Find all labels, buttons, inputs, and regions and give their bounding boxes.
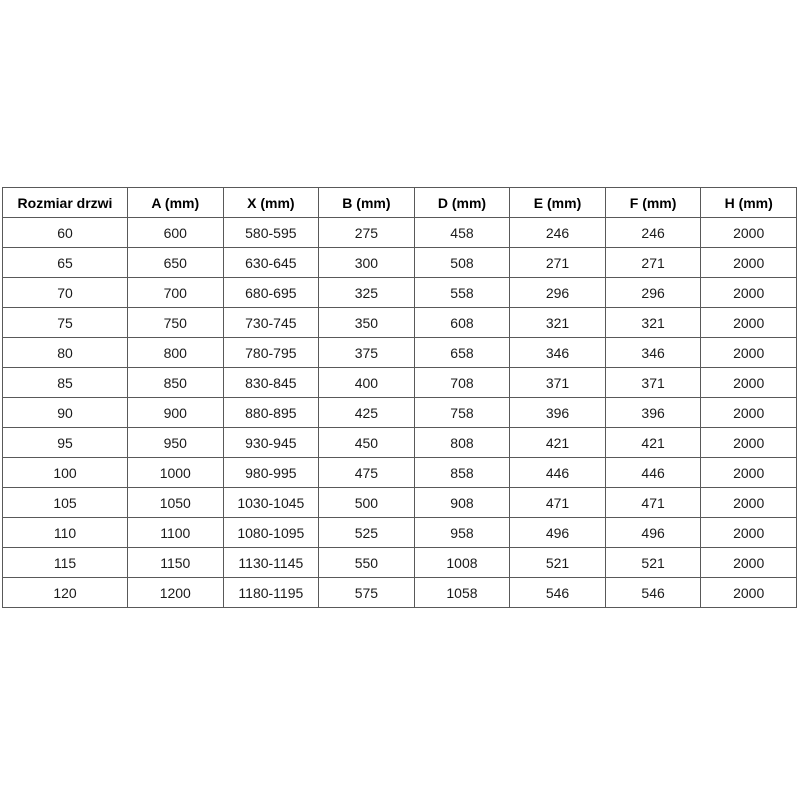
table-row: [3, 218, 797, 248]
table-cell: 1008: [414, 548, 510, 578]
column-header: A (mm): [128, 188, 224, 218]
column-header: F (mm): [605, 188, 701, 218]
table-cell: 1080-1095: [223, 518, 319, 548]
table-cell: 90: [3, 398, 128, 428]
table-cell: 550: [319, 548, 415, 578]
table-cell: 95: [3, 428, 128, 458]
column-header: X (mm): [223, 188, 319, 218]
table-cell: 2000: [701, 578, 797, 608]
table-cell: 1180-1195: [223, 578, 319, 608]
table-row: [3, 488, 797, 518]
table-cell: 521: [605, 548, 701, 578]
table-cell: 508: [414, 248, 510, 278]
table-row: [3, 518, 797, 548]
table-cell: 2000: [701, 218, 797, 248]
table-cell: 80: [3, 338, 128, 368]
table-cell: 500: [319, 488, 415, 518]
table-cell: 271: [510, 248, 606, 278]
table-cell: 1130-1145: [223, 548, 319, 578]
table-cell: 2000: [701, 548, 797, 578]
table-cell: 858: [414, 458, 510, 488]
table-cell: 321: [605, 308, 701, 338]
table-cell: 1050: [128, 488, 224, 518]
table-cell: 496: [605, 518, 701, 548]
table-cell: 246: [510, 218, 606, 248]
table-cell: 608: [414, 308, 510, 338]
table-cell: 1100: [128, 518, 224, 548]
table-cell: 296: [510, 278, 606, 308]
table-cell: 110: [3, 518, 128, 548]
table-cell: 830-845: [223, 368, 319, 398]
table-cell: 100: [3, 458, 128, 488]
table-row: [3, 548, 797, 578]
table-cell: 275: [319, 218, 415, 248]
table-cell: 708: [414, 368, 510, 398]
column-header: Rozmiar drzwi: [3, 188, 128, 218]
table-cell: 800: [128, 338, 224, 368]
table-row: [3, 458, 797, 488]
table-cell: 650: [128, 248, 224, 278]
header-row: [3, 188, 797, 218]
table-cell: 371: [605, 368, 701, 398]
table-cell: 300: [319, 248, 415, 278]
table-row: [3, 428, 797, 458]
table-row: [3, 278, 797, 308]
table-cell: 850: [128, 368, 224, 398]
table-cell: 70: [3, 278, 128, 308]
column-header: D (mm): [414, 188, 510, 218]
table-cell: 2000: [701, 248, 797, 278]
table-cell: 750: [128, 308, 224, 338]
table-row: [3, 338, 797, 368]
table-cell: 471: [605, 488, 701, 518]
table-cell: 546: [510, 578, 606, 608]
table-cell: 2000: [701, 338, 797, 368]
table-cell: 600: [128, 218, 224, 248]
table-cell: 680-695: [223, 278, 319, 308]
table-cell: 475: [319, 458, 415, 488]
table-cell: 446: [605, 458, 701, 488]
table-cell: 105: [3, 488, 128, 518]
table-cell: 630-645: [223, 248, 319, 278]
table-cell: 346: [605, 338, 701, 368]
table-cell: 396: [605, 398, 701, 428]
table-cell: 446: [510, 458, 606, 488]
table-cell: 958: [414, 518, 510, 548]
table-row: [3, 368, 797, 398]
table-cell: 421: [605, 428, 701, 458]
table-cell: 900: [128, 398, 224, 428]
table-cell: 75: [3, 308, 128, 338]
spec-table-container: [2, 187, 797, 608]
table-cell: 65: [3, 248, 128, 278]
table-cell: 350: [319, 308, 415, 338]
table-cell: 246: [605, 218, 701, 248]
table-cell: 421: [510, 428, 606, 458]
table-cell: 471: [510, 488, 606, 518]
table-cell: 658: [414, 338, 510, 368]
table-cell: 371: [510, 368, 606, 398]
table-cell: 730-745: [223, 308, 319, 338]
table-row: [3, 398, 797, 428]
table-cell: 400: [319, 368, 415, 398]
table-cell: 115: [3, 548, 128, 578]
table-row: [3, 308, 797, 338]
table-cell: 496: [510, 518, 606, 548]
table-cell: 271: [605, 248, 701, 278]
table-cell: 575: [319, 578, 415, 608]
table-cell: 980-995: [223, 458, 319, 488]
table-cell: 2000: [701, 458, 797, 488]
table-row: [3, 578, 797, 608]
table-cell: 458: [414, 218, 510, 248]
table-cell: 558: [414, 278, 510, 308]
column-header: H (mm): [701, 188, 797, 218]
table-cell: 2000: [701, 368, 797, 398]
table-cell: 396: [510, 398, 606, 428]
table-cell: 325: [319, 278, 415, 308]
table-cell: 2000: [701, 398, 797, 428]
table-cell: 450: [319, 428, 415, 458]
table-cell: 808: [414, 428, 510, 458]
table-cell: 908: [414, 488, 510, 518]
table-cell: 780-795: [223, 338, 319, 368]
table-cell: 2000: [701, 428, 797, 458]
table-cell: 1200: [128, 578, 224, 608]
table-cell: 525: [319, 518, 415, 548]
table-cell: 2000: [701, 278, 797, 308]
table-cell: 85: [3, 368, 128, 398]
table-cell: 2000: [701, 308, 797, 338]
table-cell: 2000: [701, 518, 797, 548]
table-cell: 880-895: [223, 398, 319, 428]
table-cell: 521: [510, 548, 606, 578]
column-header: B (mm): [319, 188, 415, 218]
door-size-spec-table: [2, 187, 797, 608]
table-cell: 1000: [128, 458, 224, 488]
table-cell: 580-595: [223, 218, 319, 248]
table-cell: 296: [605, 278, 701, 308]
table-cell: 700: [128, 278, 224, 308]
column-header: E (mm): [510, 188, 606, 218]
table-row: [3, 248, 797, 278]
table-cell: 375: [319, 338, 415, 368]
table-body: [3, 218, 797, 608]
table-header: [3, 188, 797, 218]
table-cell: 2000: [701, 488, 797, 518]
table-cell: 930-945: [223, 428, 319, 458]
table-cell: 1058: [414, 578, 510, 608]
table-cell: 1030-1045: [223, 488, 319, 518]
table-cell: 950: [128, 428, 224, 458]
table-cell: 346: [510, 338, 606, 368]
table-cell: 425: [319, 398, 415, 428]
table-cell: 321: [510, 308, 606, 338]
table-cell: 546: [605, 578, 701, 608]
table-cell: 1150: [128, 548, 224, 578]
table-cell: 120: [3, 578, 128, 608]
table-cell: 60: [3, 218, 128, 248]
table-cell: 758: [414, 398, 510, 428]
